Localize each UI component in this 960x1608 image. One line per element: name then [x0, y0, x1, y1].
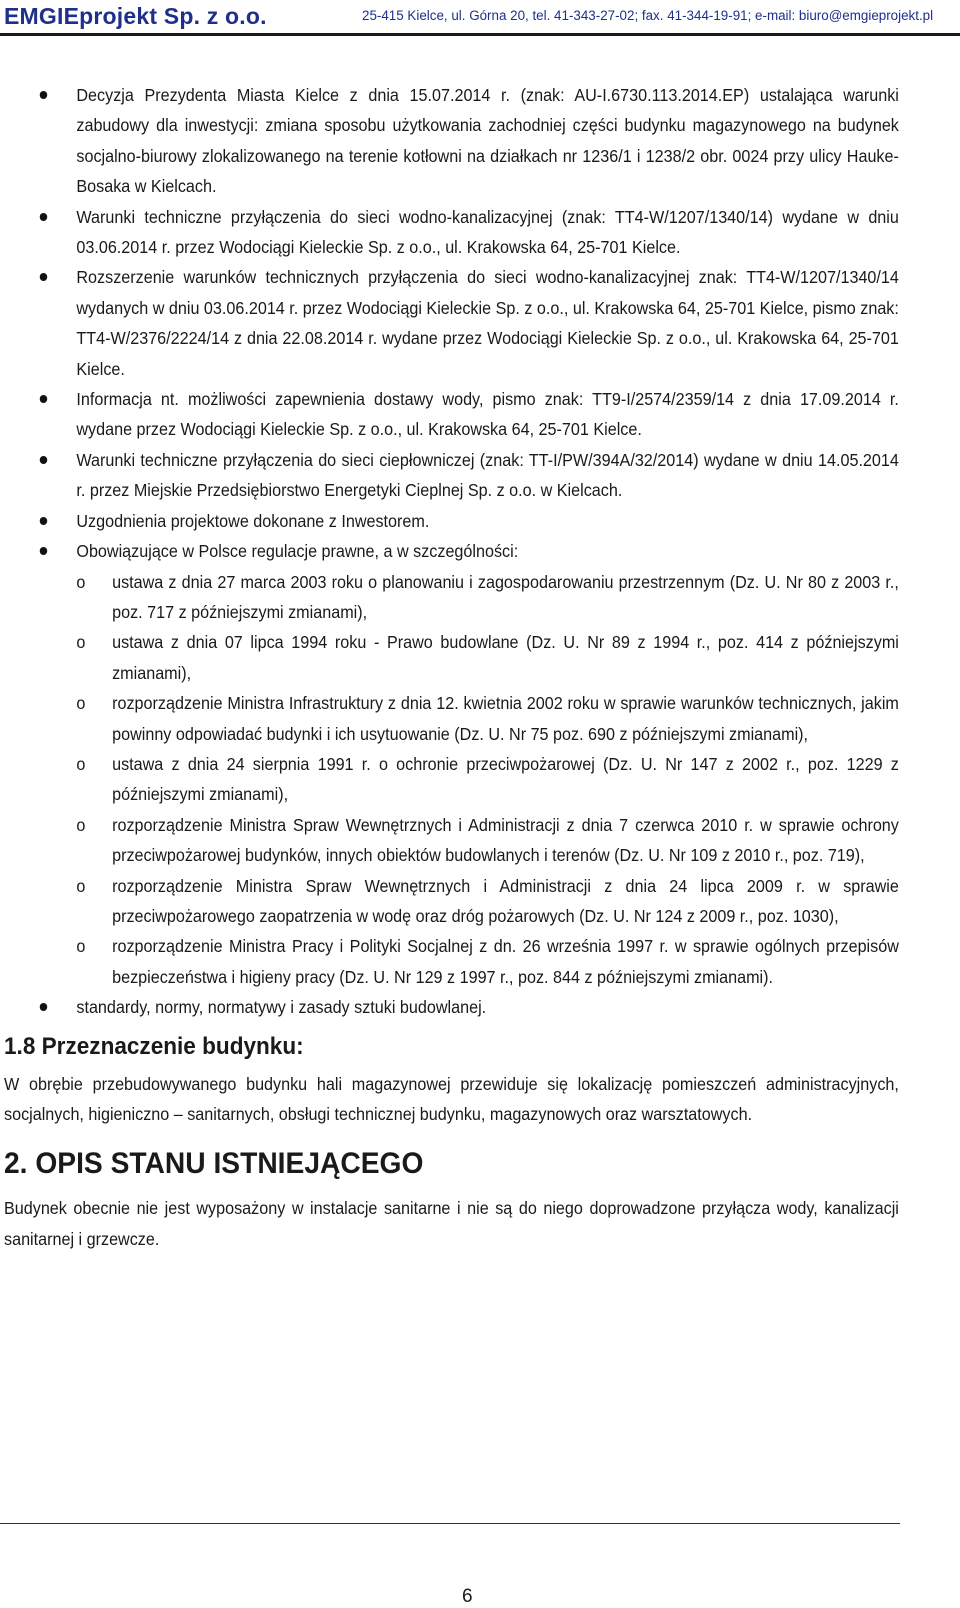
circle-bullet-icon: o [76, 875, 86, 896]
header-rule [0, 33, 960, 36]
list-item: Obowiązujące w Polsce regulacje prawne, a w szczególności: o ustawa z dnia 27 marca 2003 roku o planowaniu i zagospodarowaniu przestrzennym (Dz. U. Nr 80 z 2003 r., poz. 717 z późniejszymi zmianami), o ustawa z dnia 07 lipca 1994 roku - Prawo budowlane (Dz. U. Nr 89 z 1994 r., poz. 414 z późniejszymi zmianami), o rozporządzenie Ministra Infrastruktury z dnia 12. kwietnia 2002 roku w sprawie warunków technicznych, jakim powinny odpowiadać budynki i ich usytuowanie (Dz. U. Nr 75 poz. 690 z późniejszymi zmianami), o ustawa z dnia 24 sierpnia 1991 r. o ochronie przeciwpożarowej (Dz. U. Nr 147 z 2002 r., poz. 1229 z późniejszymi zmianami), o rozporządzenie Ministra Spraw Wewnętrznych i Administracji z dnia 7 czerwca 2010 r. w sprawie ochrony przeciwpożarowej budynków, innych obiektów budowlanych i terenów (Dz. U. Nr 109 z 2010 r., poz. 719), o rozporządzenie Ministra Spraw Wewnętrznych i Administracji z dnia 24 lipca 2009 r. w sprawie przeciwpożarowego zaopatrzenia w wodę oraz dróg pożarowych (Dz. U. Nr 124 z 2009 r., poz. 1030), o rozporządzenie Ministra Pracy i Polityki Socjalnej z dn. 26 września 1997 r. w sprawie ogólnych przepisów bezpieczeństwa i higieny pracy (Dz. U. Nr 129 z 1997 r., poz. 844 z późniejszymi zmianami). [4, 536, 899, 992]
page-header [0, 0, 960, 36]
list-item: Uzgodnienia projektowe dokonane z Inwestorem. [4, 506, 899, 536]
circle-bullet-icon: o [76, 571, 86, 592]
page-number: 6 [462, 1586, 473, 1607]
list-item: Warunki techniczne przyłączenia do sieci ciepłowniczej (znak: TT-I/PW/394A/32/2014) wydane w dniu 14.05.2014 r. przez Miejskie Przedsiębiorstwo Energetyki Cieplnej Sp. z o.o. w Kielcach. [4, 445, 899, 506]
circle-bullet-icon: o [76, 936, 86, 957]
company-name: EMGIEprojekt Sp. z o.o. [4, 3, 267, 29]
list-item: standardy, normy, normatywy i zasady sztuki budowlanej. [4, 992, 899, 1022]
basis-list [4, 80, 899, 1023]
regulations-list [76, 567, 899, 993]
sub-list-item: o ustawa z dnia 27 marca 2003 roku o planowaniu i zagospodarowaniu przestrzennym (Dz. U. Nr 80 z 2003 r., poz. 717 z późniejszymi zmianami), [76, 567, 899, 628]
bullet-icon [40, 273, 48, 281]
sub-list-item: o rozporządzenie Ministra Spraw Wewnętrznych i Administracji z dnia 24 lipca 2009 r. w sprawie przeciwpożarowego zaopatrzenia w wodę oraz dróg pożarowych (Dz. U. Nr 124 z 2009 r., poz. 1030), [76, 871, 899, 932]
list-item: Decyzja Prezydenta Miasta Kielce z dnia 15.07.2014 r. (znak: AU-I.6730.113.2014.EP) ustalająca warunki zabudowy dla inwestycji: zmiana sposobu użytkowania zachodniej części budynku magazynowego na budynek socjalno-biurowy zlokalizowanego na terenie kotłowni na działkach nr 1236/1 i 1238/2 obr. 0024 przy ulicy Hauke-Bosaka w Kielcach. [4, 80, 899, 202]
bullet-icon [40, 517, 48, 525]
sub-list-item: o rozporządzenie Ministra Spraw Wewnętrznych i Administracji z dnia 7 czerwca 2010 r. w sprawie ochrony przeciwpożarowej budynków, innych obiektów budowlanych i terenów (Dz. U. Nr 109 z 2010 r., poz. 719), [76, 810, 899, 871]
section-heading-1-8: 1.8 Przeznaczenie budynku: [4, 1032, 304, 1060]
sub-list-item: o ustawa z dnia 07 lipca 1994 roku - Prawo budowlane (Dz. U. Nr 89 z 1994 r., poz. 414 z późniejszymi zmianami), [76, 627, 899, 688]
bullet-icon [40, 213, 48, 221]
circle-bullet-icon: o [76, 693, 86, 714]
list-item: Warunki techniczne przyłączenia do sieci wodno-kanalizacyjnej (znak: TT4-W/1207/1340/14) wydane w dniu 03.06.2014 r. przez Wodociągi Kieleckie Sp. z o.o., ul. Krakowska 64, 25-701 Kielce. [4, 202, 899, 263]
circle-bullet-icon: o [76, 632, 86, 653]
sub-list-item: o rozporządzenie Ministra Pracy i Polityki Socjalnej z dn. 26 września 1997 r. w sprawie ogólnych przepisów bezpieczeństwa i higieny pracy (Dz. U. Nr 129 z 1997 r., poz. 844 z późniejszymi zmianami). [76, 931, 899, 992]
list-item: Informacja nt. możliwości zapewnienia dostawy wody, pismo znak: TT9-I/2574/2359/14 z dnia 17.09.2014 r. wydane przez Wodociągi Kieleckie Sp. z o.o., ul. Krakowska 64, 25-701 Kielce. [4, 384, 899, 445]
list-item: Rozszerzenie warunków technicznych przyłączenia do sieci wodno-kanalizacyjnej znak: TT4-W/1207/1340/14 wydanych w dniu 03.06.2014 r. przez Wodociągi Kieleckie Sp. z o.o., ul. Krakowska 64, 25-701 Kielce, pismo znak: TT4-W/2376/2224/14 z dnia 22.08.2014 r. wydane przez Wodociągi Kieleckie Sp. z o.o., ul. Krakowska 64, 25-701 Kielce. [4, 262, 899, 384]
section-paragraph: W obrębie przebudowywanego budynku hali magazynowej przewiduje się lokalizację pomieszczeń administracyjnych, socjalnych, higieniczno – sanitarnych, obsługi technicznej budynku, magazynowych oraz warsztatowych. [4, 1073, 899, 1124]
footer-rule [0, 1523, 900, 1524]
bullet-icon [40, 1003, 48, 1011]
bullet-icon [40, 395, 48, 403]
document-body [4, 80, 899, 1254]
company-address: 25-415 Kielce, ul. Górna 20, tel. 41-343-27-02; fax. 41-344-19-91; e-mail: biuro@emgieprojekt.pl [362, 8, 934, 23]
circle-bullet-icon: o [76, 814, 86, 835]
sub-list-item: o ustawa z dnia 24 sierpnia 1991 r. o ochronie przeciwpożarowej (Dz. U. Nr 147 z 2002 r., poz. 1229 z późniejszymi zmianami), [76, 749, 899, 810]
circle-bullet-icon: o [76, 753, 86, 774]
sub-list-item: o rozporządzenie Ministra Infrastruktury z dnia 12. kwietnia 2002 roku w sprawie warunków technicznych, jakim powinny odpowiadać budynki i ich usytuowanie (Dz. U. Nr 75 poz. 690 z późniejszymi zmianami), [76, 688, 899, 749]
section-paragraph: Budynek obecnie nie jest wyposażony w instalacje sanitarne i nie są do niego doprowadzone przyłącza wody, kanalizacji sanitarnej i grzewcze. [4, 1198, 899, 1249]
bullet-icon [40, 547, 48, 555]
bullet-icon [40, 91, 48, 99]
bullet-icon [40, 456, 48, 464]
section-heading-2: 2. OPIS STANU ISTNIEJĄCEGO [4, 1147, 424, 1181]
